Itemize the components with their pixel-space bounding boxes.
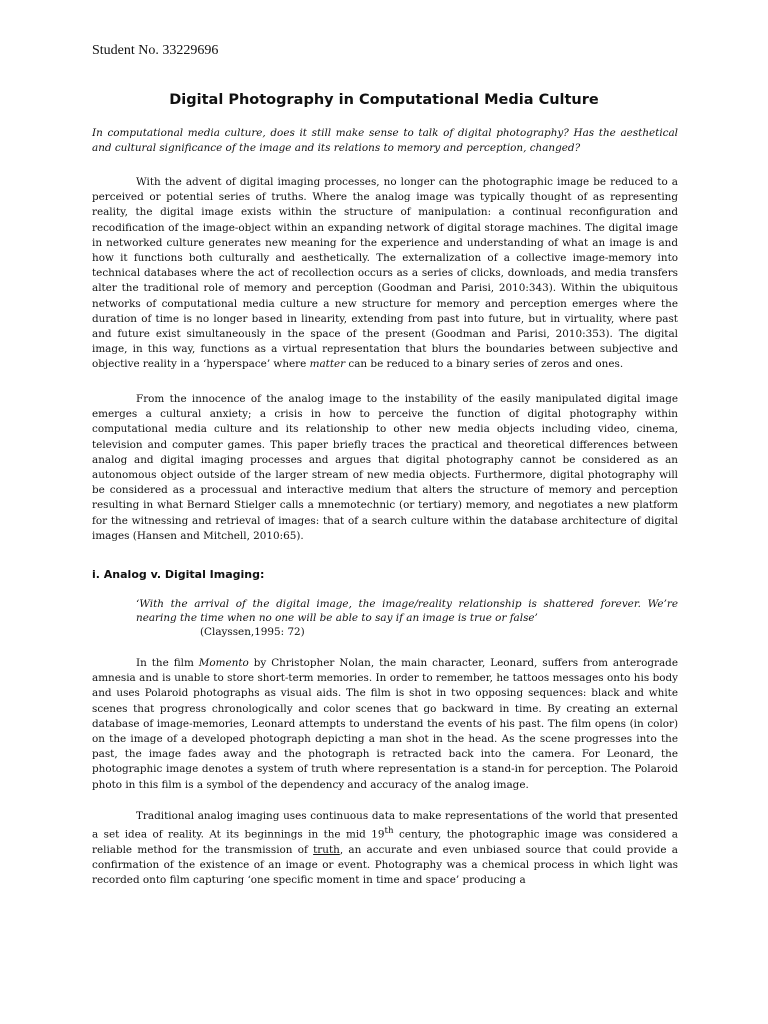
quote-text: ‘With the arrival of the digital image, the image/reality relationship is shattered forever. We’re nearing the time when no one will be able to say if an image is true or false’ <box>136 598 678 624</box>
quote-citation: (Clayssen,1995: 72) <box>200 626 305 638</box>
block-quote <box>92 597 678 639</box>
underlined-truth: truth <box>313 843 340 856</box>
sec-p2-text-a: Traditional analog imaging uses continuous data to make representations of the world that presented a set idea of reality. At its beginnings in the mid 19 <box>92 810 678 841</box>
intro-paragraph-1 <box>92 175 678 373</box>
film-title: Momento <box>198 657 249 669</box>
momento-paragraph <box>92 656 678 793</box>
student-number: Student No. 33229696 <box>92 43 219 58</box>
sec-p2-text-c: , an accurate and even unbiased source that could provide a confirmation of the existence of an image or event. Photography was a chemical process in which light was recorded onto film capturing ‘one specific moment in time and space’ producing a <box>92 843 678 887</box>
document-title: Digital Photography in Computational Media Culture <box>169 92 599 108</box>
section-paragraph-2 <box>92 809 678 888</box>
section-paragraph-1 <box>92 656 678 793</box>
section-heading: i. Analog v. Digital Imaging: <box>92 568 265 581</box>
intro-paragraph-2: From the innocence of the analog image to the instability of the easily manipulated digital image emerges a cultural anxiety; a crisis in how to perceive the function of digital photography within computational media culture and its relationship to other new media objects including video, cinema, television and computer games. This paper briefly traces the practical and theoretical differences between analog and digital imaging processes and argues that digital photography cannot be considered as an autonomous object outside of the larger stream of new media objects. Furthermore, digital photography will be considered as a processual and interactive medium that alters the structure of memory and perception resulting in what Bernard Stielger calls a mnemotechnic (or tertiary) memory, and negotiates a new platform for the witnessing and retrieval of images: that of a search culture within the database architecture of digital images (Hansen and Mitchell, 2010:65). <box>92 393 678 542</box>
research-question: In computational media culture, does it still make sense to talk of digital photography? Has the aesthetical and cultural significance of the image and its relations to memory and perception, changed? <box>92 127 678 154</box>
intro-p1-text-b: can be reduced to a binary series of zeros and ones. <box>345 358 624 371</box>
sec-p1-text-a: In the film <box>136 657 199 669</box>
ordinal-superscript: th <box>384 826 394 837</box>
intro-p1-emphasis: matter <box>309 358 346 371</box>
intro-p1-text-a: With the advent of digital imaging processes, no longer can the photographic image be reduced to a perceived or potential series of truths. Where the analog image was typically thought of as representing reality, the digital image exists within the structure of manipulation: a continual reconfiguration and recodification of the image-object within an expanding network of digital storage machines. The digital image in networked culture generates new meaning for the experience and understanding of what an image is and how it functions both culturally and aesthetically. The externalization of a collective image-memory into technical databases where the act of recollection occurs as a series of clicks, downloads, and media transfers alter the traditional role of memory and perception (Goodman and Parisi, 2010:343). Within the ubiquitous networks of computational media culture a new structure for memory and perception emerges where the duration of time is no longer based in linearity, extending from past into future, but in virtuality, where past and future exist simultaneously in the space of the present (Goodman and Parisi, 2010:353). The digital image, in this way, functions as a virtual representation that blurs the boundaries between subjective and objective reality in a ‘hyperspace’ where <box>92 176 678 371</box>
analog-paragraph <box>92 809 678 888</box>
sec-p2-text-b: century, the photographic image was considered a reliable method for the transmission of <box>92 828 678 856</box>
sec-p1-text-b: by Christopher Nolan, the main character, Leonard, suffers from anterograde amnesia and is unable to store short-term memories. In order to remember, he tattoos messages onto his body and uses Polaroid photographs as visual aids. The film is shot in two opposing sequences: black and white scenes that progress chronologically and color scenes that go backward in time. By creating an external database of image-memories, Leonard attempts to understand the events of his past. The film opens (in color) on the image of a developed photograph depicting a man shot in the head. As the scene progresses into the past, the image fades away and the photograph is retracted back into the camera. For Leonard, the photographic image denotes a system of truth where representation is a stand-in for perception. The Polaroid photo in this film is a symbol of the dependency and accuracy of the analog image. <box>92 657 678 791</box>
